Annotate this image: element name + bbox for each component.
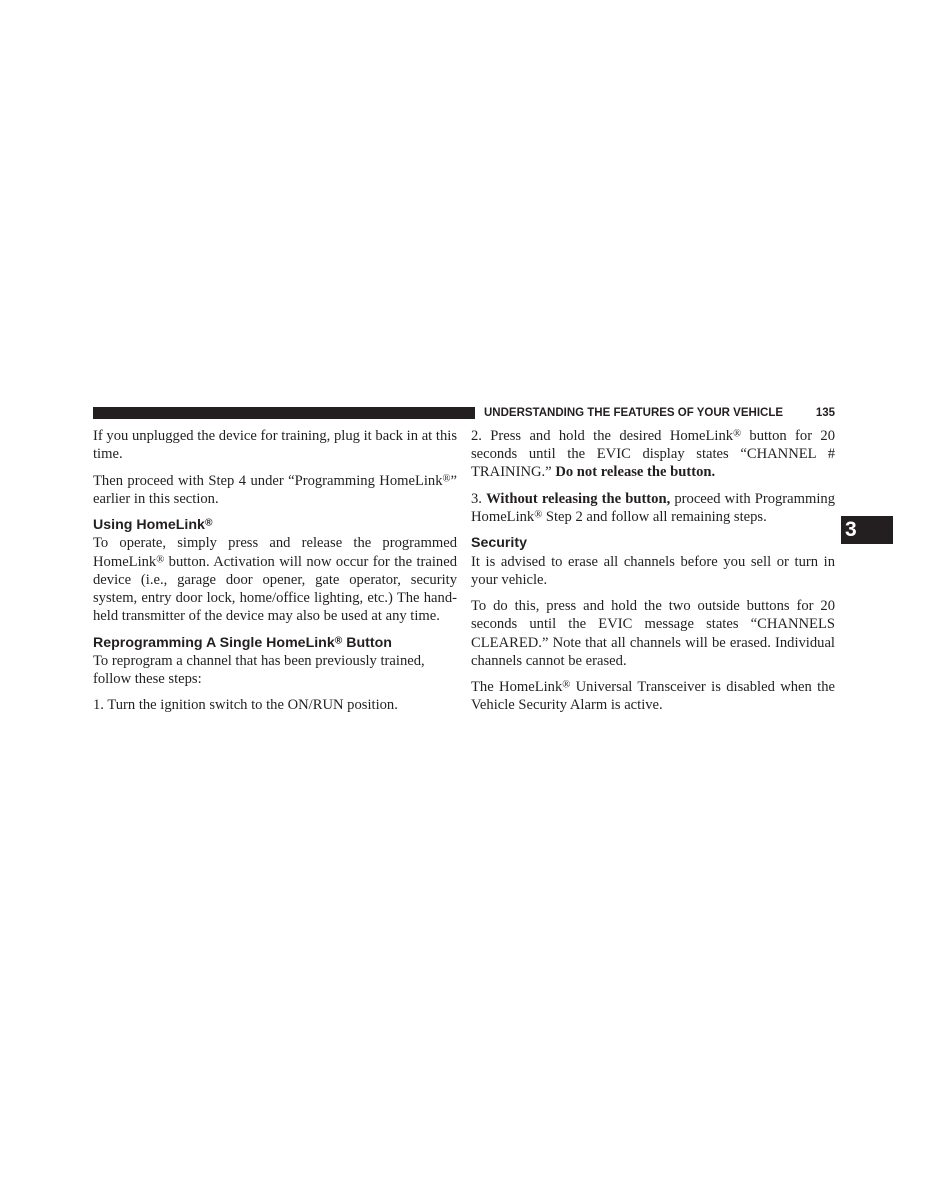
paragraph-erase-procedure: To do this, press and hold the two outside buttons for 20 seconds until the EVIC message states “CHANNELS CLEARED.” Note that all channels will be erased. Individual channels cannot be erased. xyxy=(471,598,835,669)
step-1-ignition: 1. Turn the ignition switch to the ON/RUN position. xyxy=(93,697,398,714)
chapter-tab: 3 xyxy=(841,516,893,544)
paragraph-transceiver-disabled: The HomeLink® Universal Transceiver is disabled when the Vehicle Security Alarm is active. xyxy=(471,679,835,714)
step-3-without-releasing: 3. Without releasing the button, proceed with Programming HomeLink® Step 2 and follow all remaining steps. xyxy=(471,490,835,525)
heading-security: Security xyxy=(471,535,527,552)
header-title: UNDERSTANDING THE FEATURES OF YOUR VEHICLE xyxy=(484,407,784,419)
heading-reprogramming: Reprogramming A Single HomeLink® Button xyxy=(93,634,392,651)
paragraph-proceed-step4: Then proceed with Step 4 under “Programming HomeLink®” earlier in this section. xyxy=(93,472,457,507)
heading-using-homelink: Using HomeLink® xyxy=(93,517,213,534)
paragraph-erase-advice: It is advised to erase all channels before you sell or turn in your vehicle. xyxy=(471,553,835,588)
left-column xyxy=(93,427,457,723)
paragraph-reprogram-intro: To reprogram a channel that has been previously trained, follow these steps: xyxy=(93,652,425,687)
step-2-press-hold: 2. Press and hold the desired HomeLink® button for 20 seconds until the EVIC display states “CHANNEL # TRAINING.” Do not release the button. xyxy=(471,428,835,481)
running-header xyxy=(484,405,835,421)
page-number: 135 xyxy=(815,407,835,419)
paragraph-unplugged: If you unplugged the device for training, plug it back in at this time. xyxy=(93,428,457,463)
right-column xyxy=(471,427,835,723)
paragraph-operate: To operate, simply press and release the programmed HomeLink® button. Activation will now occur for the trained device (i.e., garage door opener, gate operator, security system, entry door lock, home/office lighting, etc.) The hand-held transmitter of the device may also be used at any time. xyxy=(93,535,457,625)
header-rule xyxy=(93,407,475,419)
